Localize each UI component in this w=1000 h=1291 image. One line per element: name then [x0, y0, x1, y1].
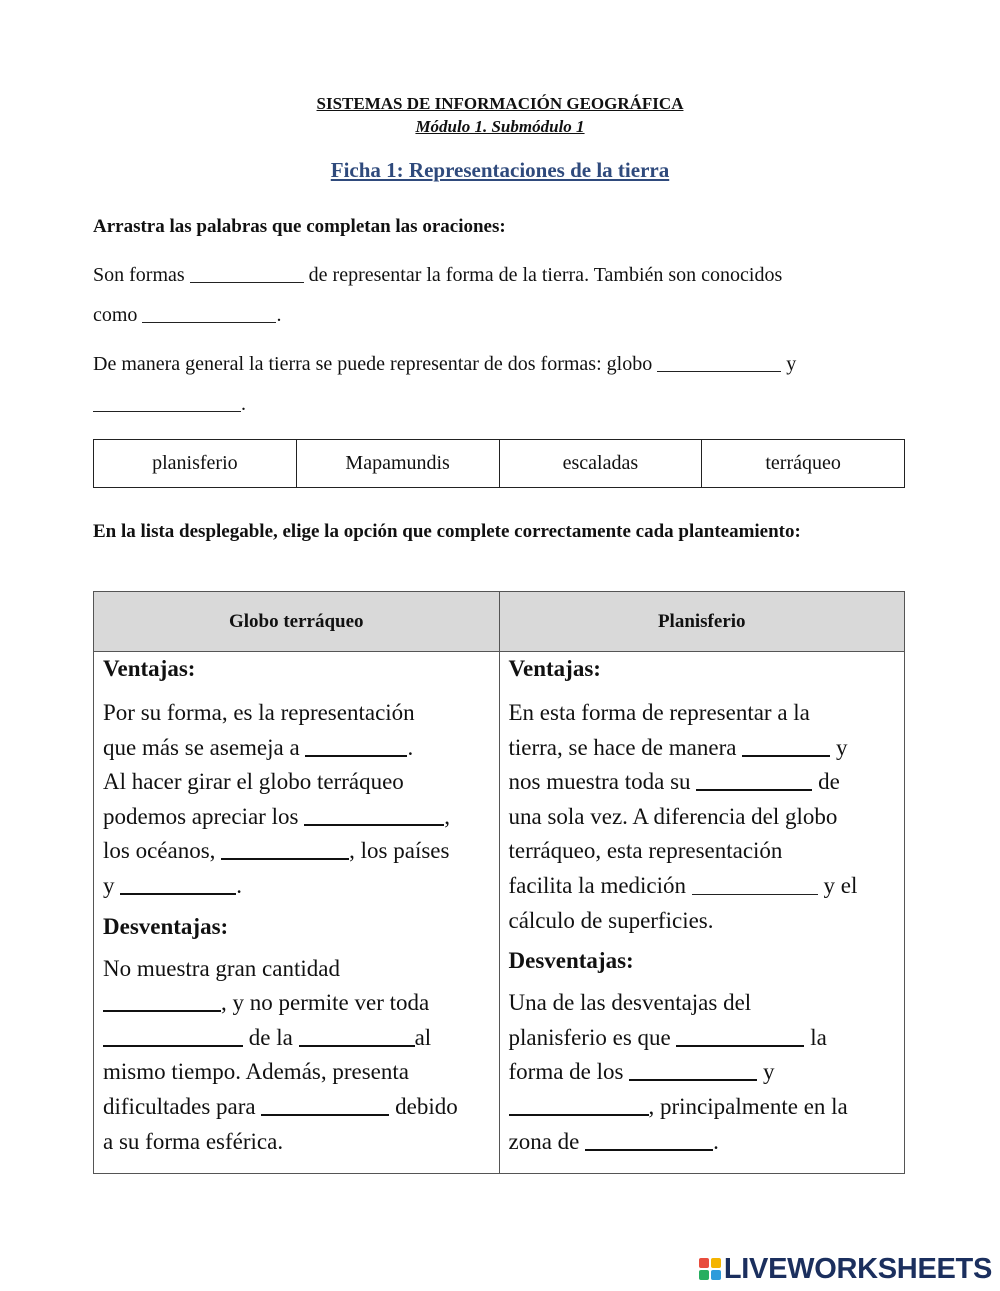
desventajas-heading: Desventajas: [508, 948, 634, 974]
dropdown-blank[interactable] [120, 873, 236, 895]
dropdown-blank[interactable] [676, 1025, 804, 1047]
paragraph-1: Son formas de representar la forma de la tierra. También son conocidos como . [93, 264, 783, 326]
dropdown-blank[interactable] [692, 876, 818, 895]
cell-globo [94, 652, 500, 1174]
logo-text: LIVEWORKSHEETS [723, 1252, 992, 1285]
drop-blank-3[interactable] [657, 353, 781, 372]
dropdown-blank[interactable] [305, 735, 407, 757]
liveworksheets-logo [699, 1252, 992, 1286]
column-header-planisferio: Planisferio [499, 592, 905, 652]
plan-desventajas-text: Una de las desventajas del planisferio es que la forma de los y , principalmente en la zona de . [508, 990, 848, 1154]
globo-ventajas-text: Por su forma, es la representación que más se asemeja a . Al hacer girar el globo terráqueo podemos apreciar los , los océanos, , los países y . [103, 700, 450, 898]
dropdown-blank[interactable] [696, 769, 812, 791]
word-option[interactable]: escaladas [499, 440, 702, 488]
plan-ventajas-text: En esta forma de representar a la tierra, se hace de manera y nos muestra toda su de una sola vez. A diferencia del globo terráqueo, esta representación facilita la medición y el cálculo de superficies. [508, 700, 858, 933]
ventajas-heading: Ventajas: [508, 656, 601, 681]
comparison-table [93, 591, 905, 1174]
drop-blank-1[interactable] [190, 264, 304, 283]
logo-squares-icon [699, 1258, 721, 1280]
dropdown-blank[interactable] [629, 1059, 757, 1081]
dropdown-blank[interactable] [742, 735, 830, 757]
word-option[interactable]: Mapamundis [296, 440, 499, 488]
drop-blank-4[interactable] [93, 393, 241, 412]
dropdown-blank[interactable] [221, 838, 349, 860]
word-bank [93, 439, 905, 488]
paragraph-2: De manera general la tierra se puede representar de dos formas: globo y . [93, 353, 797, 415]
module-subtitle: Módulo 1. Submódulo 1 [415, 117, 585, 136]
desventajas-heading: Desventajas: [103, 913, 229, 939]
dropdown-blank[interactable] [299, 1025, 415, 1047]
drop-blank-2[interactable] [142, 304, 276, 323]
instruction-drag: Arrastra las palabras que completan las oraciones: [93, 216, 506, 237]
ventajas-heading: Ventajas: [103, 656, 196, 681]
dropdown-blank[interactable] [304, 804, 444, 826]
dropdown-blank[interactable] [509, 1094, 649, 1116]
word-option[interactable]: planisferio [94, 440, 297, 488]
globo-desventajas-text: No muestra gran cantidad , y no permite ver toda de la al mismo tiempo. Además, presenta dificultades para debido a su forma esférica. [103, 955, 458, 1154]
dropdown-blank[interactable] [103, 1025, 243, 1047]
dropdown-blank[interactable] [261, 1094, 389, 1116]
column-header-globo: Globo terráqueo [94, 592, 500, 652]
dropdown-blank[interactable] [585, 1129, 713, 1151]
document-title: SISTEMAS DE INFORMACIÓN GEOGRÁFICA [316, 94, 684, 113]
cell-planisferio [499, 652, 905, 1174]
worksheet-title: Ficha 1: Representaciones de la tierra [330, 158, 670, 182]
dropdown-blank[interactable] [103, 990, 221, 1012]
word-option[interactable]: terráqueo [702, 440, 905, 488]
instruction-dropdown: En la lista desplegable, elige la opción que complete correctamente cada planteamiento: [93, 521, 801, 542]
